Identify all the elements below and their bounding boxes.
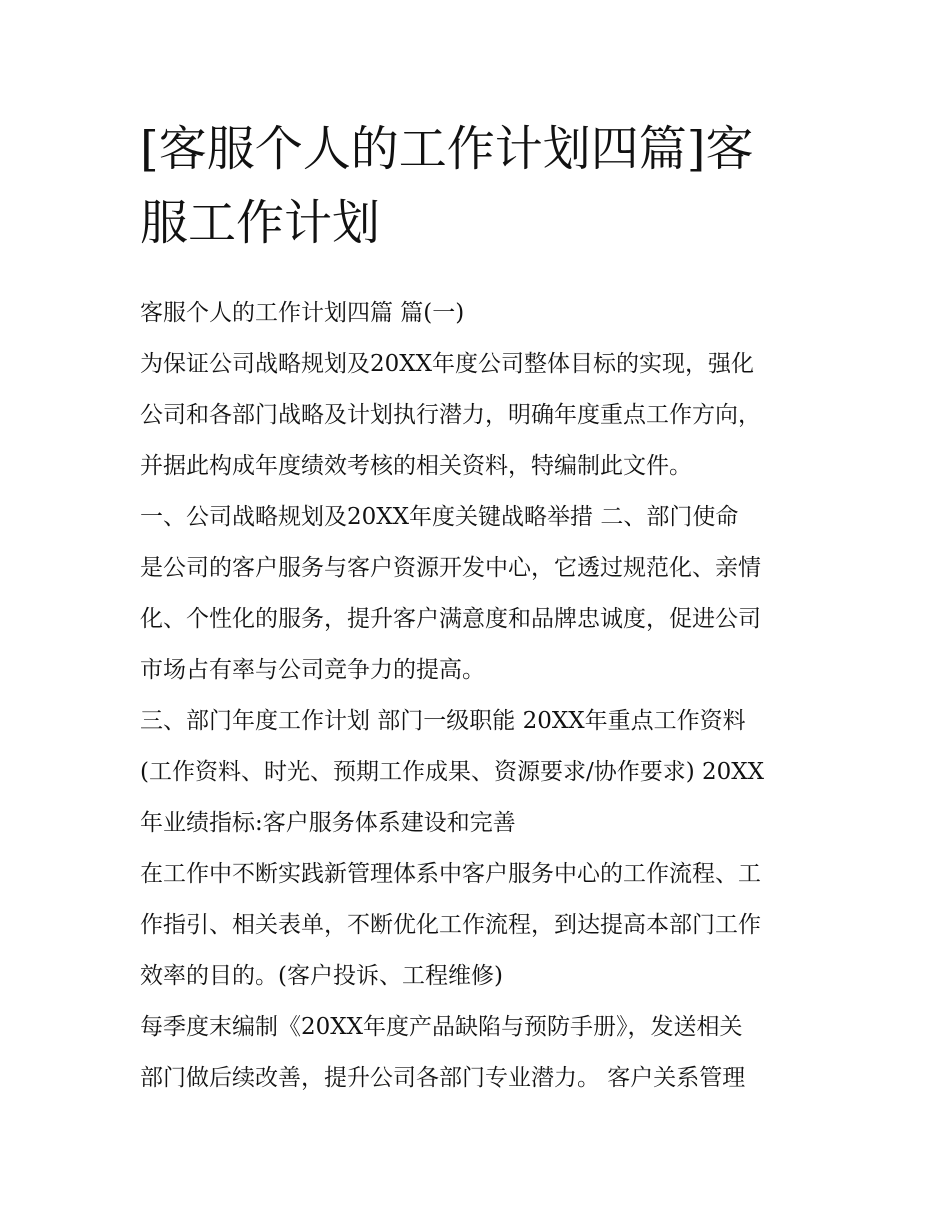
body-line: 化、个性化的服务，提升客户满意度和品牌忠诚度，促进公司	[140, 606, 761, 632]
document-content	[140, 112, 830, 1104]
body-line: 为保证公司战略规划及20XX年度公司整体目标的实现，强化	[140, 351, 755, 377]
body-line: 每季度末编制《20XX年度产品缺陷与预防手册》，发送相关	[140, 1014, 743, 1040]
body-line: 在工作中不断实践新管理体系中客户服务中心的工作流程、工	[140, 861, 761, 887]
document-body	[140, 288, 830, 1104]
body-line: 一、公司战略规划及20XX年度关键战略举措 二、部门使命	[140, 504, 739, 530]
body-line: 年业绩指标:客户服务体系建设和完善	[140, 810, 516, 836]
title-line-1: [客服个人的工作计划四篇]客	[140, 121, 754, 177]
body-line: 效率的目的。(客户投诉、工程维修)	[140, 963, 503, 989]
body-line: 作指引、相关表单，不断优化工作流程，到达提高本部门工作	[140, 912, 761, 938]
body-line: 公司和各部门战略及计划执行潜力，明确年度重点工作方向，	[140, 402, 761, 428]
body-line: (工作资料、时光、预期工作成果、资源要求/协作要求) 20XX	[140, 759, 765, 785]
body-line: 并据此构成年度绩效考核的相关资料，特编制此文件。	[140, 453, 692, 479]
body-line: 客服个人的工作计划四篇 篇(一)	[140, 300, 465, 326]
title-line-2: 服工作计划	[140, 195, 381, 251]
body-line: 部门做后续改善，提升公司各部门专业潜力。 客户关系管理	[140, 1065, 746, 1091]
body-line: 三、部门年度工作计划 部门一级职能 20XX年重点工作资料	[140, 708, 746, 734]
body-line: 是公司的客户服务与客户资源开发中心，它透过规范化、亲情	[140, 555, 761, 581]
body-line: 市场占有率与公司竞争力的提高。	[140, 657, 485, 683]
document-title	[140, 112, 830, 260]
